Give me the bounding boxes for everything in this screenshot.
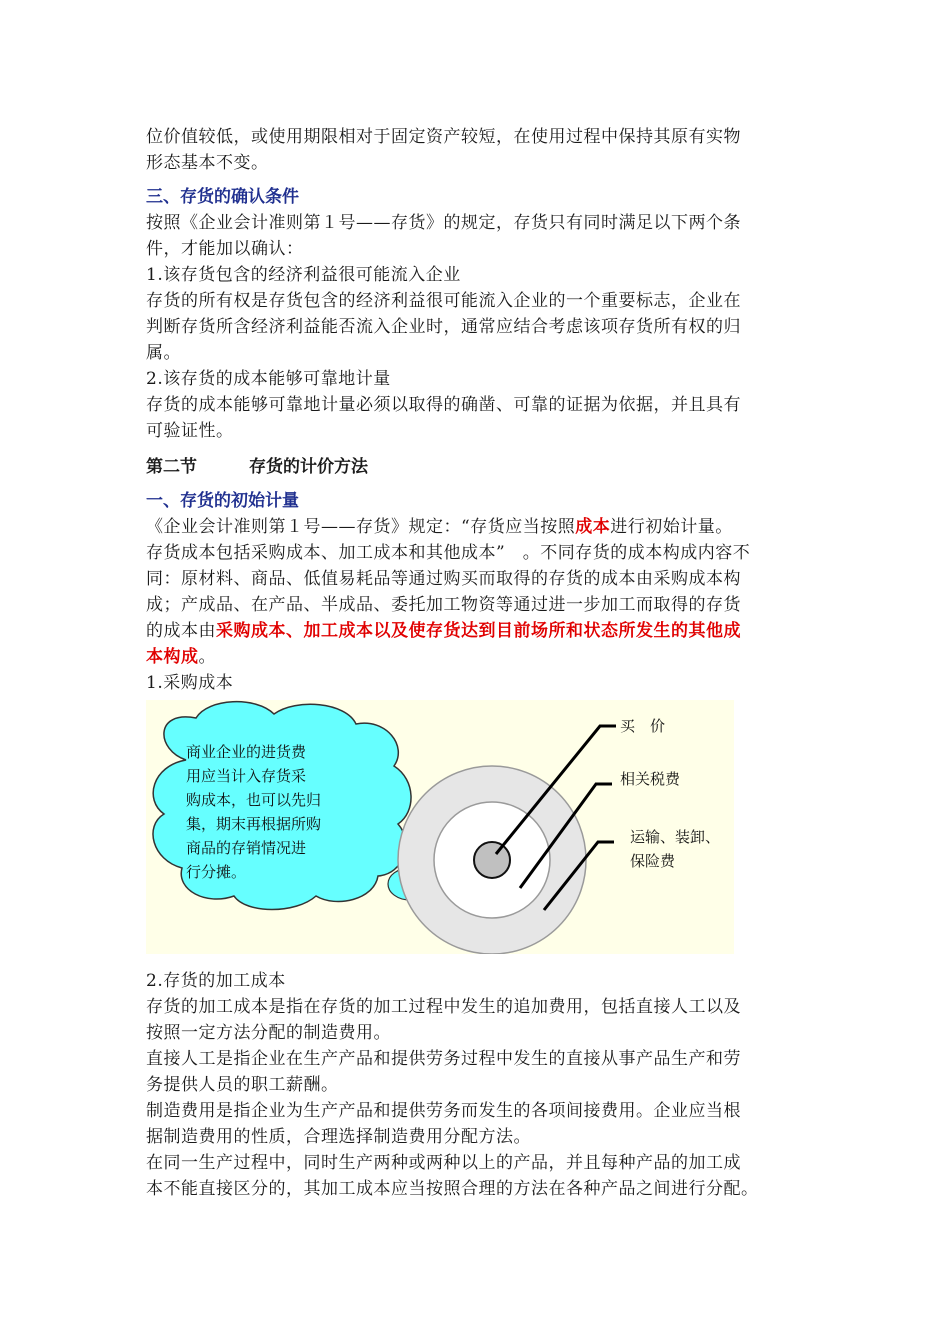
cloud-text: 商业企业的进货费 用应当计入存货采 购成本，也可以先归 集，期末再根据所购 商品的存销情况进 行分摊。 xyxy=(186,743,322,881)
list-item-2: 2.该存货的成本能够可靠地计量 xyxy=(146,369,391,389)
paragraph-line: 务提供人员的职工薪酬。 xyxy=(146,1075,339,1095)
paragraph-line: 直接人工是指企业在生产产品和提供劳务过程中发生的直接从事产品生产和劳 xyxy=(146,1049,741,1069)
label-tax: 相关税费 xyxy=(620,770,681,788)
label-transport-line-1: 运输、装卸、 xyxy=(630,828,721,846)
purchase-cost-diagram xyxy=(146,700,734,954)
paragraph-line: 按照一定方法分配的制造费用。 xyxy=(146,1023,391,1043)
paragraph-line: 本不能直接区分的，其加工成本应当按照合理的方法在各种产品之间进行分配。 xyxy=(146,1179,759,1199)
paragraph-line: 的成本由采购成本、加工成本以及使存货达到目前场所和状态所发生的其他成 xyxy=(146,621,741,641)
list-item-1: 1.该存货包含的经济利益很可能流入企业 xyxy=(146,265,461,285)
list-item-2: 2.存货的加工成本 xyxy=(146,971,286,991)
chapter-title: 存货的计价方法 xyxy=(249,457,368,477)
chapter-number: 第二节 xyxy=(146,457,197,477)
paragraph-line: 在同一生产过程中，同时生产两种或两种以上的产品，并且每种产品的加工成 xyxy=(146,1153,741,1173)
chapter-heading xyxy=(146,454,806,480)
paragraph-line: 件，才能加以确认： xyxy=(146,239,304,259)
paragraph-line: 判断存货所含经济利益能否流入企业时，通常应结合考虑该项存货所有权的归 xyxy=(146,317,741,337)
paragraph-line: 存货成本包括采购成本、加工成本和其他成本” 。不同存货的成本构成内容不 xyxy=(146,543,751,563)
paragraph-line: 成；产成品、在产品、半成品、委托加工物资等通过进一步加工而取得的存货 xyxy=(146,595,741,615)
section-1-heading: 一、存货的初始计量 xyxy=(146,491,299,511)
emphasis-text: 采购成本、加工成本以及使存货达到目前场所和状态所发生的其他成 xyxy=(216,621,741,641)
paragraph-line: 按照《企业会计准则第１号——存货》的规定，存货只有同时满足以下两个条 xyxy=(146,213,741,233)
paragraph-line: 《企业会计准则第１号——存货》规定：“存货应当按照成本进行初始计量。 xyxy=(146,517,733,537)
label-price: 买 价 xyxy=(620,717,666,735)
intro-line-2: 形态基本不变。 xyxy=(146,153,269,173)
emphasis-text: 成本 xyxy=(575,517,611,537)
paragraph-line: 据制造费用的性质，合理选择制造费用分配方法。 xyxy=(146,1127,531,1147)
paragraph-line: 制造费用是指企业为生产产品和提供劳务而发生的各项间接费用。企业应当根 xyxy=(146,1101,741,1121)
paragraph-line: 本构成。 xyxy=(146,647,216,667)
label-transport-line-2: 保险费 xyxy=(630,852,676,870)
paragraph-line: 可验证性。 xyxy=(146,421,234,441)
list-item-1: 1.采购成本 xyxy=(146,673,234,693)
emphasis-text: 本构成 xyxy=(146,647,199,667)
section-3-heading: 三、存货的确认条件 xyxy=(146,187,299,207)
paragraph-line: 属。 xyxy=(146,343,181,363)
document-page xyxy=(146,124,806,1202)
paragraph-line: 存货的所有权是存货包含的经济利益很可能流入企业的一个重要标志，企业在 xyxy=(146,291,741,311)
paragraph-line: 存货的成本能够可靠地计量必须以取得的确凿、可靠的证据为依据，并且具有 xyxy=(146,395,741,415)
intro-line-1: 位价值较低，或使用期限相对于固定资产较短，在使用过程中保持其原有实物 xyxy=(146,127,741,147)
paragraph-line: 同：原材料、商品、低值易耗品等通过购买而取得的存货的成本由采购成本构 xyxy=(146,569,741,589)
paragraph-line: 存货的加工成本是指在存货的加工过程中发生的追加费用，包括直接人工以及 xyxy=(146,997,741,1017)
core-circle xyxy=(474,842,510,878)
